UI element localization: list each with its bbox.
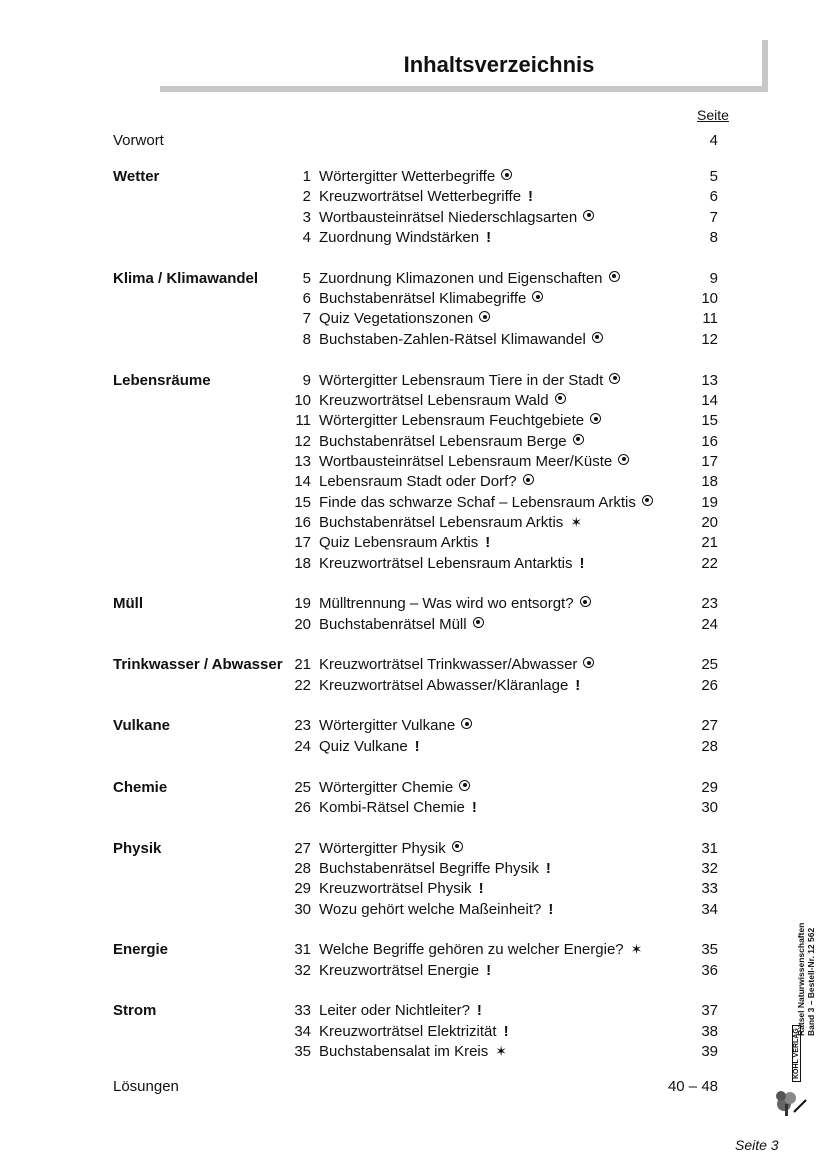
toc-entry[interactable] bbox=[0, 1043, 827, 1063]
toc-entry-title-text: Mülltrennung – Was wird wo entsorgt? bbox=[319, 595, 574, 613]
toc-entry-number: 9 bbox=[302, 371, 311, 389]
toc-entry-title-text: Kreuzworträtsel Trinkwasser/Abwasser bbox=[319, 656, 578, 674]
toc-entry-page: 21 bbox=[701, 534, 718, 552]
toc-entry-page: 12 bbox=[701, 330, 718, 348]
toc-entry-title-text: Wörtergitter Lebensraum Feuchtgebiete bbox=[319, 412, 585, 430]
toc-entry-page: 24 bbox=[701, 615, 718, 633]
toc-entry-title bbox=[319, 229, 491, 246]
toc-entry-page: 22 bbox=[701, 554, 718, 572]
toc-entry-number: 8 bbox=[302, 330, 311, 348]
toc-entry[interactable] bbox=[0, 656, 827, 676]
toc-entry[interactable] bbox=[0, 1023, 827, 1043]
toc-entry-title-text: Quiz Vegetationszonen bbox=[319, 310, 474, 328]
toc-category: Trinkwasser / Abwasser bbox=[113, 656, 283, 674]
page-column-header: Seite bbox=[697, 107, 729, 123]
toc-entry-number: 30 bbox=[294, 900, 311, 918]
toc-entry-title-text: Wörtergitter Lebensraum Tiere in der Stadt bbox=[319, 371, 604, 389]
toc-entry-title bbox=[319, 941, 642, 958]
toc-category: Physik bbox=[113, 839, 162, 857]
toc-entry-number: 25 bbox=[294, 778, 311, 796]
toc-entry[interactable] bbox=[0, 188, 827, 208]
side-imprint bbox=[783, 904, 816, 1036]
toc-entry-number: 2 bbox=[302, 188, 311, 206]
toc-entry-number: 17 bbox=[294, 534, 311, 552]
exclamation-icon: ! bbox=[476, 1002, 482, 1020]
exclamation-icon: ! bbox=[528, 188, 534, 206]
target-icon bbox=[555, 393, 566, 404]
toc-entry-title-text: Buchstabenrätsel Müll bbox=[319, 615, 467, 633]
toc-entry-page: 31 bbox=[701, 839, 718, 857]
target-icon bbox=[501, 169, 512, 180]
toc-entry-title bbox=[319, 433, 584, 450]
toc-entry[interactable] bbox=[0, 799, 827, 819]
toc-entry-number: 35 bbox=[294, 1043, 311, 1061]
toc-entry-title bbox=[319, 656, 594, 673]
toc-entry-page: 26 bbox=[701, 676, 718, 694]
side-imprint-line2: Band 3 – Bestell-Nr. 12 562 bbox=[806, 927, 816, 1036]
target-icon bbox=[473, 617, 484, 628]
toc-entry-number: 16 bbox=[294, 513, 311, 531]
toc-entry[interactable] bbox=[0, 616, 827, 636]
toc-entry-number: 5 bbox=[302, 269, 311, 287]
toc-entry-page: 33 bbox=[701, 880, 718, 898]
target-icon bbox=[642, 495, 653, 506]
toc-entry-page: 14 bbox=[701, 391, 718, 409]
target-icon bbox=[583, 657, 594, 668]
toc-entry-number: 28 bbox=[294, 859, 311, 877]
toc-entry-title bbox=[319, 392, 566, 409]
toc-entry-title bbox=[319, 514, 582, 531]
toc-entry-title bbox=[319, 860, 551, 877]
toc-entry-number: 22 bbox=[294, 676, 311, 694]
target-icon bbox=[532, 291, 543, 302]
toc-entry[interactable] bbox=[0, 331, 827, 351]
toc-entry[interactable] bbox=[0, 555, 827, 575]
toc-entry-title-text: Finde das schwarze Schaf – Lebensraum Arktis bbox=[319, 493, 636, 511]
toc-entry-number: 4 bbox=[302, 229, 311, 247]
toc-entry-title-text: Buchstabenrätsel Lebensraum Berge bbox=[319, 432, 567, 450]
loesungen-label: Lösungen bbox=[113, 1078, 179, 1095]
exclamation-icon: ! bbox=[579, 554, 585, 572]
toc-entry[interactable] bbox=[0, 595, 827, 615]
toc-entry-number: 15 bbox=[294, 493, 311, 511]
toc-entry-page: 27 bbox=[701, 717, 718, 735]
toc-entry-title bbox=[319, 412, 601, 429]
exclamation-icon: ! bbox=[503, 1022, 509, 1040]
loesungen-row[interactable] bbox=[113, 1078, 718, 1098]
toc-entry-title bbox=[319, 188, 533, 205]
toc-entry-page: 5 bbox=[709, 168, 718, 185]
toc-entry-title-text: Buchstabenrätsel Lebensraum Arktis bbox=[319, 513, 564, 531]
side-imprint-text bbox=[796, 923, 816, 1036]
toc-entry-number: 13 bbox=[294, 452, 311, 470]
title-shadow-bottom bbox=[160, 86, 768, 92]
loesungen-page: 40 – 48 bbox=[667, 1078, 718, 1095]
target-icon bbox=[580, 596, 591, 607]
toc-entry-title-text: Kreuzworträtsel Lebensraum Antarktis bbox=[319, 554, 573, 572]
toc-category: Müll bbox=[113, 595, 143, 613]
toc-entry-title bbox=[319, 901, 553, 918]
toc-entry-title bbox=[319, 1023, 509, 1040]
toc-entry[interactable] bbox=[0, 290, 827, 310]
toc-entry-title bbox=[319, 799, 477, 816]
target-icon bbox=[609, 373, 620, 384]
exclamation-icon: ! bbox=[478, 880, 484, 898]
toc-entry-page: 9 bbox=[709, 269, 718, 287]
toc-entry-title-text: Buchstabensalat im Kreis bbox=[319, 1043, 489, 1061]
toc-entry-page: 8 bbox=[709, 229, 718, 247]
toc-entry-title-text: Lebensraum Stadt oder Dorf? bbox=[319, 473, 517, 491]
toc-category: Strom bbox=[113, 1002, 157, 1020]
toc-entry[interactable] bbox=[0, 962, 827, 982]
toc-entry[interactable] bbox=[0, 453, 827, 473]
target-icon bbox=[452, 841, 463, 852]
target-icon bbox=[461, 718, 472, 729]
toc-entry-number: 32 bbox=[294, 961, 311, 979]
toc-entry[interactable] bbox=[0, 473, 827, 493]
toc-entry-page: 36 bbox=[701, 961, 718, 979]
toc-entry[interactable] bbox=[0, 433, 827, 453]
toc-entry[interactable] bbox=[0, 880, 827, 900]
toc-entry-title-text: Wortbausteinrätsel Niederschlagsarten bbox=[319, 208, 578, 226]
toc-entry-page: 30 bbox=[701, 798, 718, 816]
toc-entry-title-text: Wortbausteinrätsel Lebensraum Meer/Küste bbox=[319, 452, 613, 470]
toc-entry-number: 11 bbox=[295, 412, 311, 430]
toc-entry-title bbox=[319, 168, 512, 185]
toc-entry-title bbox=[319, 840, 463, 857]
toc-entry-title bbox=[319, 473, 534, 490]
target-icon bbox=[573, 434, 584, 445]
toc-entry-number: 12 bbox=[294, 432, 311, 450]
toc-entry[interactable] bbox=[0, 534, 827, 554]
toc-entry-title-text: Wozu gehört welche Maßeinheit? bbox=[319, 900, 542, 918]
toc-entry[interactable] bbox=[0, 270, 827, 290]
toc-entry-title-text: Kreuzworträtsel Wetterbegriffe bbox=[319, 188, 522, 206]
toc-entry-title bbox=[319, 717, 472, 734]
toc-entry[interactable] bbox=[0, 941, 827, 961]
toc-entry-number: 14 bbox=[294, 473, 311, 491]
toc-entry-page: 7 bbox=[709, 208, 718, 226]
toc-entry-page: 32 bbox=[701, 859, 718, 877]
target-icon bbox=[618, 454, 629, 465]
toc-entry-page: 39 bbox=[701, 1043, 718, 1061]
tree-logo-icon bbox=[772, 1042, 808, 1118]
toc-entry-title bbox=[319, 290, 543, 307]
toc-entry-title bbox=[319, 779, 470, 796]
toc-entry-title bbox=[319, 616, 484, 633]
vorwort-page: 4 bbox=[709, 132, 718, 149]
toc-entry-title-text: Wörtergitter Physik bbox=[319, 839, 446, 857]
toc-entry-title bbox=[319, 738, 420, 755]
vorwort-label: Vorwort bbox=[113, 132, 164, 149]
star-icon: ✶ bbox=[495, 1043, 507, 1060]
exclamation-icon: ! bbox=[471, 798, 477, 816]
toc-entry[interactable] bbox=[0, 310, 827, 330]
toc-entry-number: 29 bbox=[294, 880, 311, 898]
toc-entry-number: 34 bbox=[294, 1022, 311, 1040]
toc-entry-number: 18 bbox=[294, 554, 311, 572]
toc-entry-title-text: Kreuzworträtsel Elektrizität bbox=[319, 1022, 497, 1040]
target-icon bbox=[523, 474, 534, 485]
toc-entry-page: 15 bbox=[701, 412, 718, 430]
toc-entry-number: 3 bbox=[302, 208, 311, 226]
target-icon bbox=[590, 413, 601, 424]
toc-entry[interactable] bbox=[0, 860, 827, 880]
toc-entry-number: 23 bbox=[294, 717, 311, 735]
toc-entry-page: 19 bbox=[701, 493, 718, 511]
toc-entry-title-text: Buchstabenrätsel Klimabegriffe bbox=[319, 290, 527, 308]
toc-entry-number: 20 bbox=[294, 615, 311, 633]
star-icon: ✶ bbox=[570, 513, 583, 530]
toc-entry[interactable] bbox=[0, 1002, 827, 1022]
toc-entry-number: 19 bbox=[294, 595, 311, 613]
toc-entry[interactable] bbox=[0, 392, 827, 412]
toc-entry[interactable] bbox=[0, 514, 827, 534]
toc-category: Wetter bbox=[113, 168, 160, 185]
toc-entry-page: 13 bbox=[701, 371, 718, 389]
toc-entry-title bbox=[319, 372, 620, 389]
toc-entry-number: 33 bbox=[294, 1002, 311, 1020]
exclamation-icon: ! bbox=[545, 859, 551, 877]
toc-entry-number: 26 bbox=[294, 798, 311, 816]
toc-entry-title-text: Wörtergitter Vulkane bbox=[319, 717, 456, 735]
toc-entry-page: 34 bbox=[701, 900, 718, 918]
toc-entry-title bbox=[319, 880, 484, 897]
toc-entry-title-text: Leiter oder Nichtleiter? bbox=[319, 1002, 470, 1020]
page-number-footer: Seite 3 bbox=[735, 1137, 779, 1153]
toc-entry-title-text: Buchstaben-Zahlen-Rätsel Klimawandel bbox=[319, 330, 586, 348]
toc-entry-number: 31 bbox=[294, 941, 311, 959]
exclamation-icon: ! bbox=[485, 534, 491, 552]
toc-entry[interactable] bbox=[0, 229, 827, 249]
target-icon bbox=[592, 332, 603, 343]
toc-entry-number: 24 bbox=[294, 737, 311, 755]
toc-entry-title bbox=[319, 270, 620, 287]
toc-entry-title bbox=[319, 534, 490, 551]
publisher-logo bbox=[772, 1028, 808, 1118]
toc-entry-title-text: Kombi-Rätsel Chemie bbox=[319, 798, 465, 816]
toc-category: Lebensräume bbox=[113, 371, 211, 389]
toc-entry-number: 21 bbox=[294, 656, 311, 674]
toc-entry[interactable] bbox=[0, 840, 827, 860]
toc-entry-title bbox=[319, 494, 653, 511]
toc-entry[interactable] bbox=[0, 494, 827, 514]
toc-entry-number: 1 bbox=[302, 168, 311, 185]
toc-category: Energie bbox=[113, 941, 169, 959]
toc-entry-number: 10 bbox=[294, 391, 311, 409]
toc-category: Chemie bbox=[113, 778, 168, 796]
toc-entry-title bbox=[319, 1002, 482, 1019]
target-icon bbox=[583, 210, 594, 221]
toc-entry-title-text: Wörtergitter Chemie bbox=[319, 778, 454, 796]
publisher-name: KOHL VERLAG bbox=[792, 1025, 801, 1082]
toc-entry-title-text: Kreuzworträtsel Energie bbox=[319, 961, 480, 979]
toc-entry-page: 17 bbox=[701, 452, 718, 470]
toc-entry-page: 37 bbox=[701, 1002, 718, 1020]
toc-entry-title-text: Kreuzworträtsel Abwasser/Kläranlage bbox=[319, 676, 569, 694]
target-icon bbox=[459, 780, 470, 791]
toc-entry[interactable] bbox=[0, 209, 827, 229]
title-box bbox=[160, 40, 768, 92]
toc-entry[interactable] bbox=[0, 412, 827, 432]
toc-entry[interactable] bbox=[0, 779, 827, 799]
target-icon bbox=[609, 271, 620, 282]
toc-entry-page: 38 bbox=[701, 1022, 718, 1040]
toc-entry-title bbox=[319, 209, 594, 226]
toc-entry-number: 7 bbox=[302, 310, 311, 328]
side-imprint-line1: Rätsel Naturwissenschaften bbox=[796, 922, 806, 1036]
toc-entry[interactable] bbox=[0, 717, 827, 737]
toc-entry[interactable] bbox=[0, 901, 827, 921]
toc-entry-title bbox=[319, 310, 490, 327]
toc-entry-page: 20 bbox=[701, 513, 718, 531]
toc-entry-title-text: Quiz Vulkane bbox=[319, 737, 408, 755]
toc-entry-title bbox=[319, 1043, 507, 1060]
toc-category: Klima / Klimawandel bbox=[113, 269, 259, 287]
toc-entry[interactable] bbox=[0, 738, 827, 758]
toc-entry-number: 6 bbox=[302, 290, 311, 308]
toc-entry[interactable] bbox=[0, 372, 827, 392]
toc-entry-title-text: Kreuzworträtsel Lebensraum Wald bbox=[319, 391, 549, 409]
exclamation-icon: ! bbox=[575, 676, 581, 694]
toc-entry-title-text: Quiz Lebensraum Arktis bbox=[319, 534, 479, 552]
toc-entry-page: 25 bbox=[701, 656, 718, 674]
toc-entry-title-text: Kreuzworträtsel Physik bbox=[319, 880, 472, 898]
toc-entry-page: 11 bbox=[702, 310, 718, 328]
toc-entry-page: 10 bbox=[701, 290, 718, 308]
toc-entry-page: 18 bbox=[701, 473, 718, 491]
toc-entry-number: 27 bbox=[294, 839, 311, 857]
exclamation-icon: ! bbox=[486, 961, 492, 979]
toc-entry-page: 23 bbox=[701, 595, 718, 613]
page-title: Inhaltsverzeichnis bbox=[403, 52, 595, 77]
toc-entry-title bbox=[319, 555, 584, 572]
target-icon bbox=[479, 311, 490, 322]
toc-entry-title-text: Zuordnung Windstärken bbox=[319, 229, 480, 247]
toc-entry-page: 28 bbox=[701, 737, 718, 755]
star-icon: ✶ bbox=[630, 941, 643, 958]
toc-entry-title bbox=[319, 677, 580, 694]
toc-entry-title-text: Zuordnung Klimazonen und Eigenschaften bbox=[319, 269, 603, 287]
toc-entry-page: 35 bbox=[701, 941, 718, 959]
exclamation-icon: ! bbox=[414, 737, 420, 755]
toc-entry-page: 16 bbox=[701, 432, 718, 450]
vorwort-row[interactable] bbox=[113, 132, 718, 152]
toc-entry-title bbox=[319, 595, 591, 612]
toc-entry-title bbox=[319, 962, 491, 979]
exclamation-icon: ! bbox=[548, 900, 554, 918]
toc-entry-title-text: Wörtergitter Wetterbegriffe bbox=[319, 168, 496, 185]
toc-entry-page: 6 bbox=[709, 188, 718, 206]
toc-entry-title-text: Welche Begriffe gehören zu welcher Energie? bbox=[319, 941, 624, 959]
toc-entry-title bbox=[319, 331, 603, 348]
toc-entry[interactable] bbox=[0, 168, 827, 188]
toc-entry-page: 29 bbox=[701, 778, 718, 796]
toc-entry[interactable] bbox=[0, 677, 827, 697]
exclamation-icon: ! bbox=[486, 229, 492, 247]
toc-category: Vulkane bbox=[113, 717, 170, 735]
toc-entry-title-text: Buchstabenrätsel Begriffe Physik bbox=[319, 859, 539, 877]
toc-entry-title bbox=[319, 453, 629, 470]
